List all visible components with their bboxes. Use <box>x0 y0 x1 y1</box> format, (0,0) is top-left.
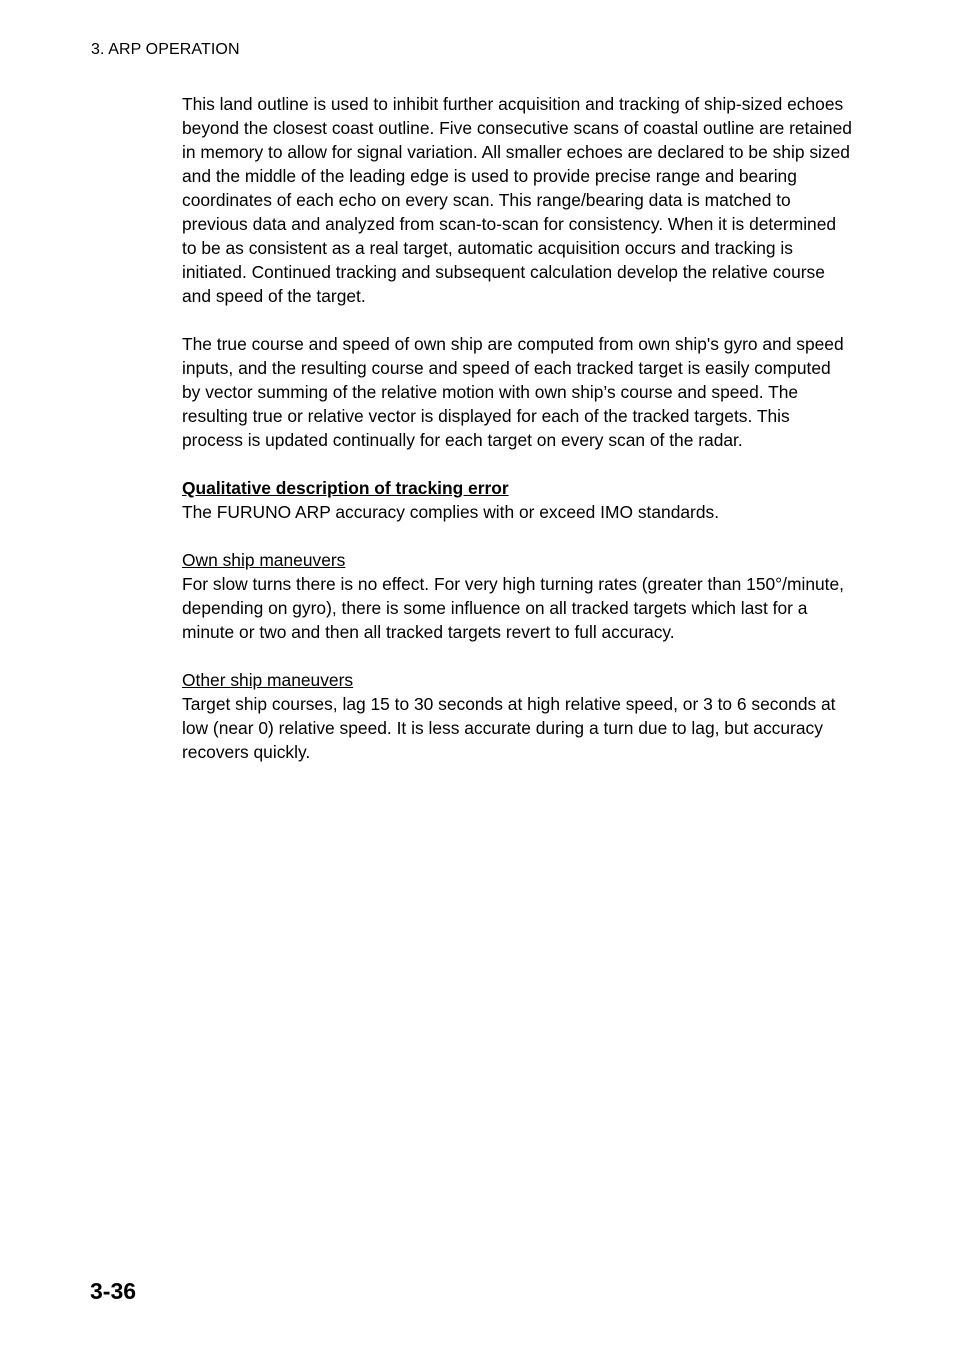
page-number: 3-36 <box>90 1278 137 1304</box>
land-outline-paragraph: This land outline is used to inhibit further acquisition and tracking of ship-sized echoes beyond the closest coast outline. Five consecutive scans of coastal outline are retained in memory to allow for signal variation. All smaller echoes are declared to be ship sized and the middle of the leading edge is used to provide precise range and bearing coordinates of each echo on every scan. This range/bearing data is matched to previous data and analyzed from scan-to-scan for consistency. When it is determined to be as consistent as a real target, automatic acquisition occurs and tracking is initiated. Continued tracking and subsequent calculation develop the relative course and speed of the target. <box>182 94 852 306</box>
tracking-error-heading: Qualitative description of tracking error <box>182 478 509 498</box>
other-ship-paragraph: Target ship courses, lag 15 to 30 seconds at high relative speed, or 3 to 6 seconds at low (near 0) relative speed. It is less accurate during a turn due to lag, but accuracy recovers quickly. <box>182 694 836 762</box>
page-content <box>182 92 852 764</box>
accuracy-paragraph: The FURUNO ARP accuracy complies with or exceed IMO standards. <box>182 502 720 522</box>
own-ship-heading: Own ship maneuvers <box>182 550 346 570</box>
true-course-paragraph: The true course and speed of own ship are computed from own ship's gyro and speed inputs, and the resulting course and speed of each tracked target is easily computed by vector summing of the relative motion with own ship’s course and speed. The resulting true or relative vector is displayed for each of the tracked targets. This process is updated continually for each target on every scan of the radar. <box>182 334 844 450</box>
own-ship-paragraph: For slow turns there is no effect. For very high turning rates (greater than 150°/minute, depending on gyro), there is some influence on all tracked targets which last for a minute or two and then all tracked targets revert to full accuracy. <box>182 574 844 642</box>
other-ship-heading: Other ship maneuvers <box>182 670 354 690</box>
running-header: 3. ARP OPERATION <box>91 41 240 58</box>
